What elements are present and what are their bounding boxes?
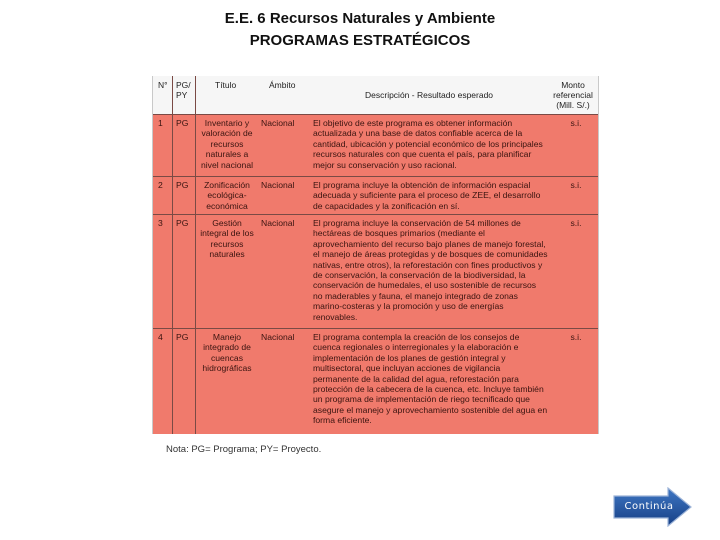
header-title: Título [215, 80, 237, 90]
programs-table-image [152, 76, 599, 434]
row-2-title: Zonificación ecológica-económica [204, 180, 250, 211]
row-3-description: El programa incluye la conservación de 54 millones de hectáreas de bosques primarios (mediante el aprovechamiento del recurso bajo planes de manejo forestal, el manejo de áreas protegidas y de bosques de comunidades nativas, entre otros), la reforestación con fines productivos y de conservación, la conservación de la biodiversidad, la conservación de humedales, el uso sostenible de recursos no maderables y fauna, el manejo integrado de zonas marino-costeras y la promoción y uso de energías renovables. [313, 218, 548, 322]
row-2-description: El programa incluye la obtención de información espacial adecuada y suficiente para el proceso de ZEE, el desarrollo de capacidades y la zonificación en sí. [313, 180, 541, 211]
header-description: Descripción - Resultado esperado [365, 90, 494, 100]
row-1-num: 1 [158, 118, 163, 128]
table-header [153, 76, 598, 114]
row-4-title: Manejo integrado de cuencas hidrográficas [202, 332, 252, 374]
header-pg: PG/ PY [176, 80, 191, 100]
row-3-num: 3 [158, 218, 163, 228]
row-3-scope: Nacional [261, 218, 295, 228]
row-4-pg: PG [176, 332, 189, 342]
row-3-pg: PG [176, 218, 189, 228]
row-1-description: El objetivo de este programa es obtener información actualizada y una base de datos confiable acerca de la cantidad, ubicación y potencial económico de los principales recursos naturales con que cuenta el país, para planificar mejor su conservación y uso racional. [313, 118, 543, 170]
slide-subtitle: PROGRAMAS ESTRATÉGICOS [249, 32, 471, 49]
row-1-pg: PG [176, 118, 189, 128]
table-footnote: Nota: PG= Programa; PY= Proyecto. [166, 444, 322, 455]
row-4-scope: Nacional [261, 332, 295, 342]
row-2-scope: Nacional [261, 180, 295, 190]
row-4-amount: s.i. [570, 332, 582, 342]
row-4-num: 4 [158, 332, 163, 342]
slide-title: E.E. 6 Recursos Naturales y Ambiente [224, 10, 496, 27]
row-1-title: Inventario y valoración de recursos naturales a nivel nacional [200, 118, 254, 170]
row-1-scope: Nacional [261, 118, 295, 128]
row-2-amount: s.i. [570, 180, 582, 190]
row-1-amount: s.i. [570, 118, 582, 128]
continue-label: Continúa [624, 501, 674, 512]
row-3-amount: s.i. [570, 218, 582, 228]
header-scope: Ámbito [269, 80, 296, 90]
row-2-pg: PG [176, 180, 189, 190]
row-3-title: Gestión integral de los recursos naturales [200, 218, 254, 260]
row-2-num: 2 [158, 180, 163, 190]
header-amount: Monto referencial (Mill. S/.) [553, 80, 593, 110]
header-num: N° [158, 80, 168, 90]
continue-button[interactable] [612, 487, 692, 527]
row-4-description: El programa contempla la creación de los consejos de cuenca regionales o interregionales y la elaboración e implementación de los planes de gestión integral y multisectoral, que incluyan acciones de vigilancia permanente de la calidad del agua, reforestación para protección de la cabecera de la cuenca, etc. Incluye también un programa de implementación de riego tecnificado que asegure el manejo y aprovechamiento sostenible del agua en forma eficiente. [313, 332, 548, 426]
